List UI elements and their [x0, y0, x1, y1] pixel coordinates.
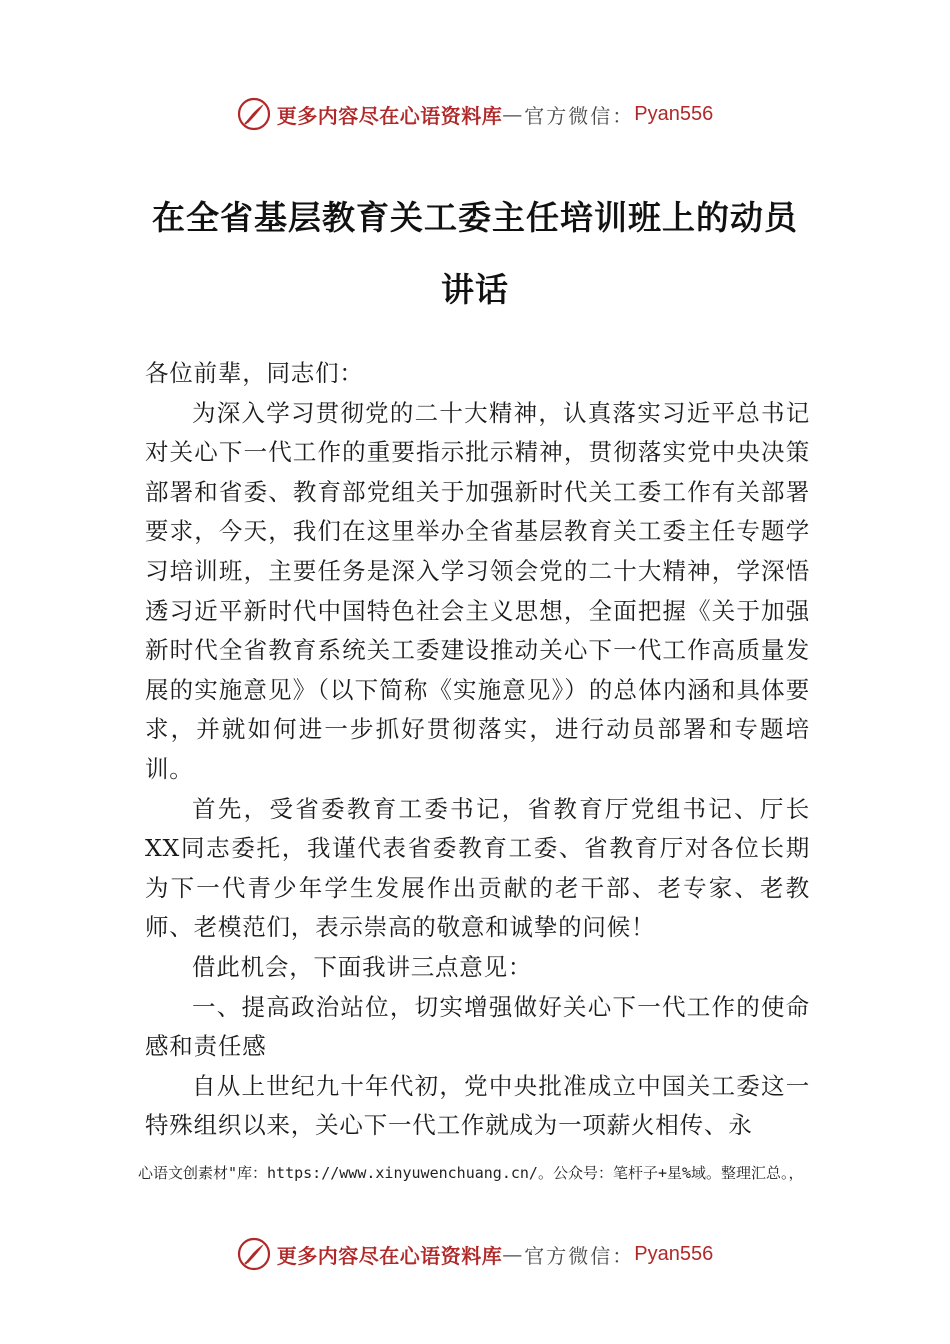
header-banner	[0, 94, 950, 134]
banner-wechat-id: Pyan556	[634, 1242, 714, 1265]
quill-logo-icon	[237, 1237, 271, 1271]
source-footnote: 心语文创素材"库：https://www.xinyuwenchuang.cn/。公众号：笔杆子+星%域。整理汇总。，	[138, 1164, 804, 1182]
banner-dash: —	[502, 1242, 525, 1266]
paragraph-4: 自从上世纪九十年代初，党中央批准成立中国关工委这一特殊组织以来，关心下一代工作就成为一项薪火相传、永	[145, 1071, 810, 1140]
paragraph-2: 首先，受省委教育工委书记，省教育厅党组书记、厅长XX同志委托，我谨代表省委教育工委、省教育厅对各位长期为下一代青少年学生发展作出贡献的老干部、老专家、老教师、老模范们，表示崇高的敬意和诚挚的问候！	[145, 794, 810, 942]
banner-slogan: 更多内容尽在心语资料库	[276, 103, 503, 128]
document-body	[145, 354, 810, 1146]
banner-slogan: 更多内容尽在心语资料库	[276, 1243, 503, 1268]
banner-dash: —	[502, 102, 525, 126]
section-heading-1: 一、提高政治站位，切实增强做好关心下一代工作的使命感和责任感	[145, 992, 810, 1061]
banner-wechat-label: 官方微信：	[524, 103, 635, 128]
paragraph-1: 为深入学习贯彻党的二十大精神，认真落实习近平总书记对关心下一代工作的重要指示批示精神，贯彻落实党中央决策部署和省委、教育部党组关于加强新时代关工委工作有关部署要求，今天，我们在这里举办全省基层教育关工委主任专题学习培训班，主要任务是深入学习领会党的二十大精神，学深悟透习近平新时代中国特色社会主义思想，全面把握《关于加强新时代全省教育系统关工委建设推动关心下一代工作高质量发展的实施意见》（以下简称《实施意见》）的总体内涵和具体要求，并就如何进一步抓好贯彻落实，进行动员部署和专题培训。	[145, 398, 810, 783]
banner-wechat-label: 官方微信：	[524, 1243, 635, 1268]
paragraph-3: 借此机会，下面我讲三点意见：	[192, 952, 533, 981]
quill-logo-icon	[237, 97, 271, 131]
footer-banner	[0, 1234, 950, 1274]
banner-wechat-id: Pyan556	[634, 102, 714, 125]
salutation: 各位前辈，同志们：	[145, 359, 364, 387]
document-title: 在全省基层教育关工委主任培训班上的动员讲话	[152, 198, 798, 309]
